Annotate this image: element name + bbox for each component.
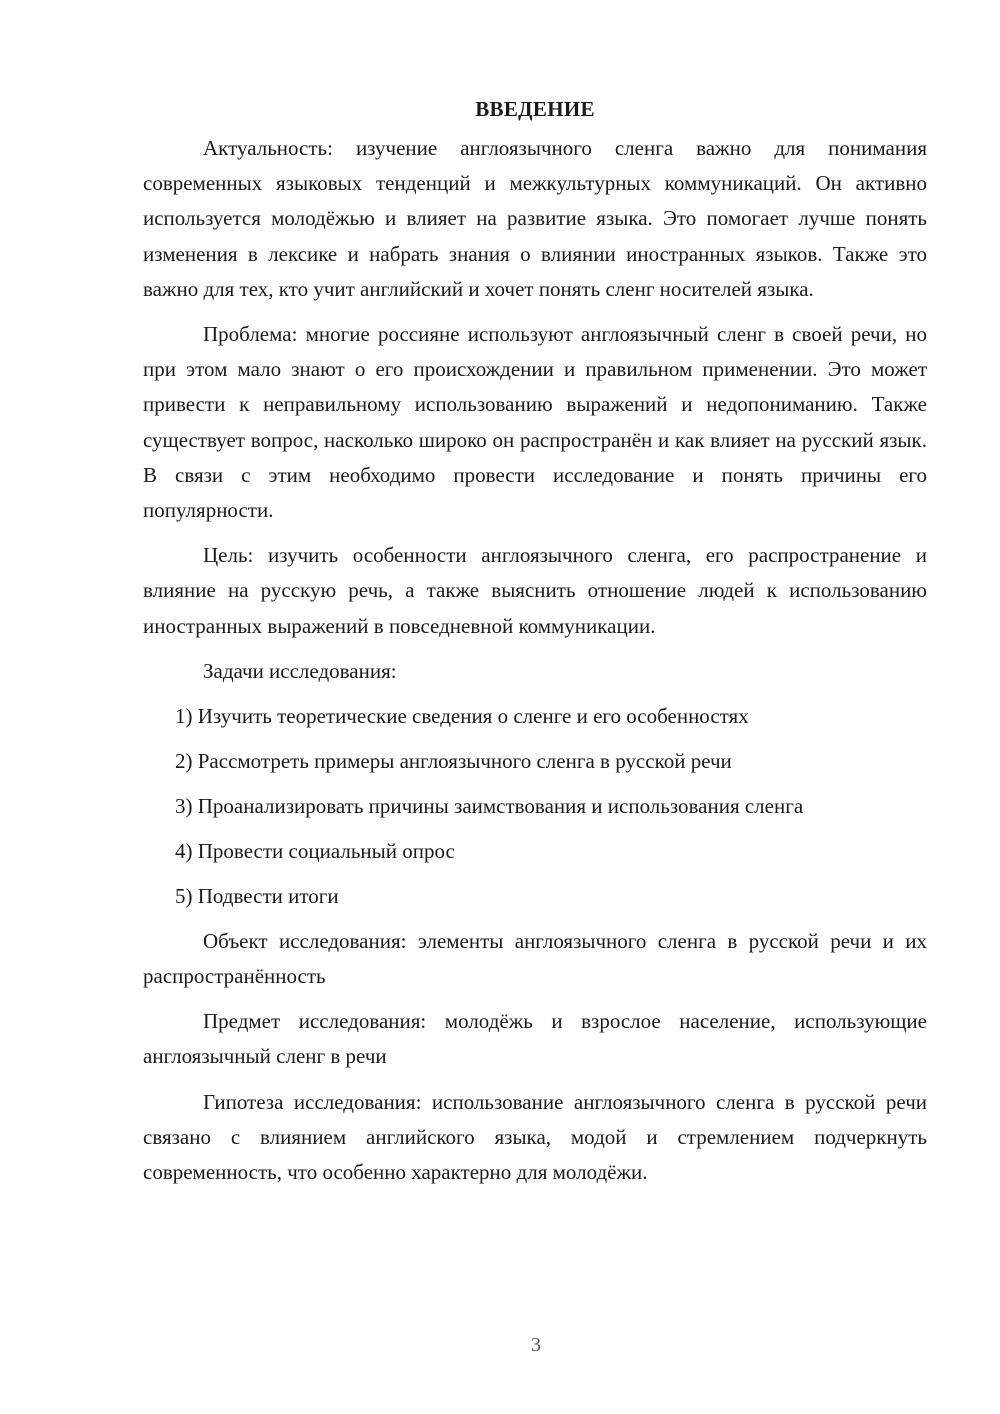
page-title: ВВЕДЕНИЕ xyxy=(475,97,595,121)
list-item: 4) Провести социальный опрос xyxy=(175,838,455,863)
relevance-paragraph: Актуальность: изучение англоязычного сленга важно для понимания современных языковых тенденций и межкультурных коммуникаций. Он активно используется молодёжью и влияет на развитие языка. Это помогает лучше понять изменения в лексике и набрать знания о влиянии иностранных языков. Также это важно для тех, кто учит английский и хочет понять сленг носителей языка. xyxy=(143,136,927,301)
tasks-heading: Задачи исследования: xyxy=(203,658,397,683)
list-item: 5) Подвести итоги xyxy=(175,883,339,908)
list-item: 3) Проанализировать причины заимствования и использования сленга xyxy=(175,793,804,818)
page-number: 3 xyxy=(531,1334,541,1356)
list-item: 2) Рассмотреть примеры англоязычного сленга в русской речи xyxy=(175,748,732,773)
hypothesis-paragraph: Гипотеза исследования: использование англоязычного сленга в русской речи связано с влиянием английского языка, модой и стремлением подчеркнуть современность, что особенно характерно для молодёжи. xyxy=(143,1089,927,1185)
document-page xyxy=(143,92,927,1200)
object-paragraph: Объект исследования: элементы англоязычного сленга в русской речи и их распространённость xyxy=(143,928,927,989)
tasks-list xyxy=(143,699,927,914)
problem-paragraph: Проблема: многие россияне используют англоязычный сленг в своей речи, но при этом мало знают о его происхождении и правильном применении. Это может привести к неправильному использованию выражений и недопониманию. Также существует вопрос, насколько широко он распространён и как влияет на русский язык. В связи с этим необходимо провести исследование и понять причины его популярности. xyxy=(143,322,927,523)
goal-paragraph: Цель: изучить особенности англоязычного сленга, его распространение и влияние на русскую речь, а также выяснить отношение людей к использованию иностранных выражений в повседневной коммуникации. xyxy=(143,543,927,638)
list-item: 1) Изучить теоретические сведения о сленге и его особенностях xyxy=(175,703,749,728)
subject-paragraph: Предмет исследования: молодёжь и взрослое население, использующие англоязычный сленг в речи xyxy=(143,1009,927,1069)
